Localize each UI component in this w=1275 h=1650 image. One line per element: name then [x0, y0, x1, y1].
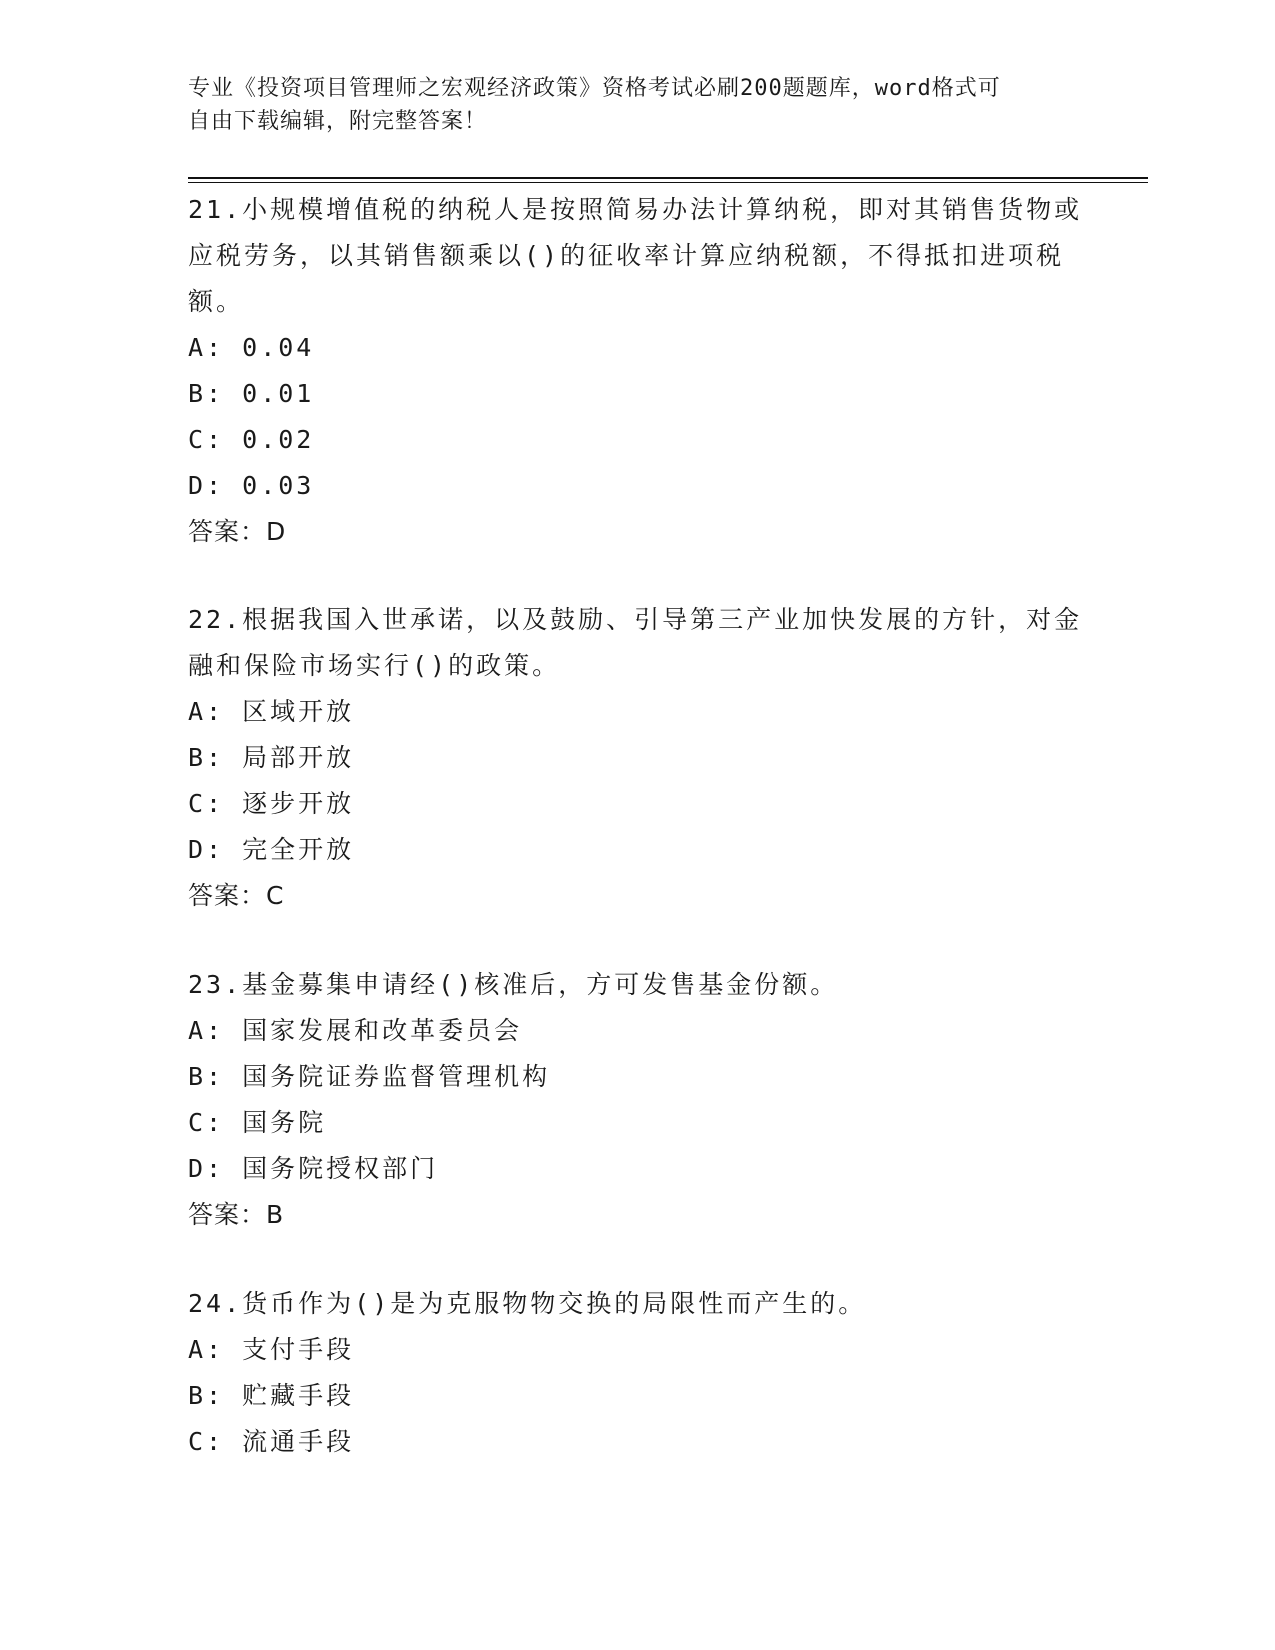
option-b: B: 局部开放	[188, 743, 355, 772]
answer: 答案：C	[188, 881, 285, 910]
document-header: 专业《投资项目管理师之宏观经济政策》资格考试必刷200题题库，word格式可 自由下载编辑，附完整答案！	[188, 76, 1001, 134]
header-divider-thin	[188, 182, 1148, 183]
option-a: A: 0.04	[188, 333, 315, 362]
answer: 答案：D	[188, 517, 287, 546]
answer: 答案：B	[188, 1200, 285, 1229]
option-d: D: 完全开放	[188, 835, 355, 864]
option-d: D: 0.03	[188, 471, 315, 500]
option-d: D: 国务院授权部门	[188, 1154, 439, 1183]
question-stem: 22.根据我国入世承诺，以及鼓励、引导第三产业加快发展的方针，对金融和保险市场实行()的政策。	[188, 605, 1083, 680]
option-a: A: 区域开放	[188, 697, 355, 726]
option-c: C: 流通手段	[188, 1427, 355, 1456]
option-b: B: 0.01	[188, 379, 315, 408]
question-23	[188, 962, 1088, 1238]
option-c: C: 0.02	[188, 425, 315, 454]
header-divider-thick	[188, 177, 1148, 179]
option-b: B: 贮藏手段	[188, 1381, 355, 1410]
question-stem: 21.小规模增值税的纳税人是按照简易办法计算纳税，即对其销售货物或应税劳务，以其销售额乘以()的征收率计算应纳税额，不得抵扣进项税额。	[188, 195, 1083, 316]
question-21	[188, 187, 1088, 555]
option-c: C: 国务院	[188, 1108, 327, 1137]
question-stem: 23.基金募集申请经()核准后，方可发售基金份额。	[188, 970, 839, 999]
option-c: C: 逐步开放	[188, 789, 355, 818]
option-a: A: 支付手段	[188, 1335, 355, 1364]
option-b: B: 国务院证券监督管理机构	[188, 1062, 551, 1091]
question-24	[188, 1281, 1088, 1465]
question-22	[188, 597, 1088, 919]
option-a: A: 国家发展和改革委员会	[188, 1016, 523, 1045]
question-stem: 24.货币作为()是为克服物物交换的局限性而产生的。	[188, 1289, 867, 1318]
